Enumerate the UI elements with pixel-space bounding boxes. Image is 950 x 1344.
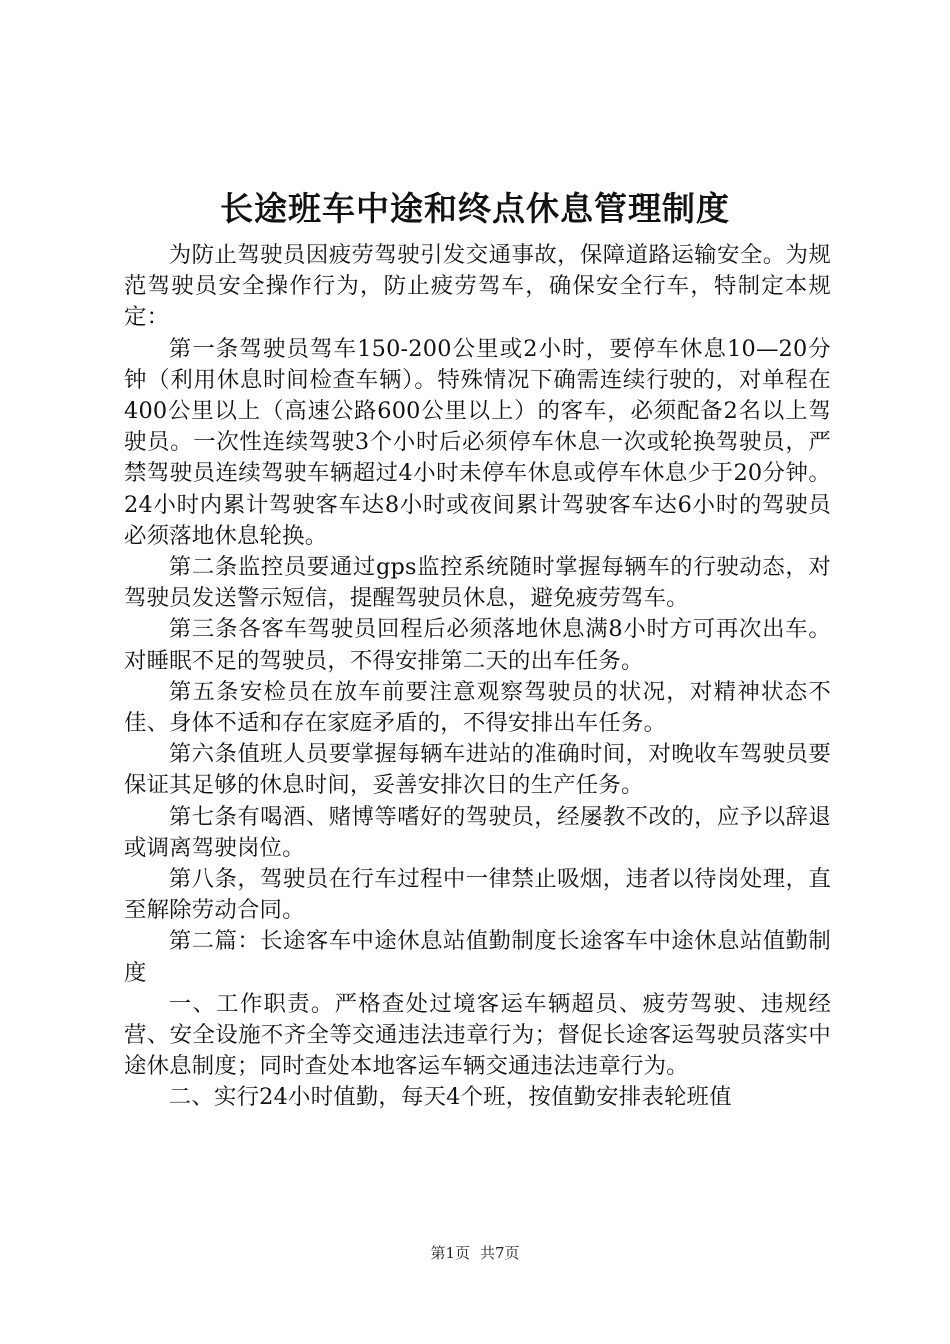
paragraph-article-6: 第六条值班人员要掌握每辆车进站的准确时间，对晚收车驾驶员要保证其足够的休息时间，妥善安排次日的生产任务。 [124, 741, 831, 799]
paragraph-part-2-heading: 第二篇：长途客车中途休息站值勤制度长途客车中途休息站值勤制度 [124, 928, 831, 986]
paragraph-article-3: 第三条各客车驾驶员回程后必须落地休息满8小时方可再次出车。对睡眠不足的驾驶员，不得安排第二天的出车任务。 [124, 616, 831, 674]
paragraph-article-7: 第七条有喝酒、赌博等嗜好的驾驶员，经屡教不改的，应予以辞退或调离驾驶岗位。 [124, 803, 831, 861]
paragraph-duty-1: 一、工作职责。严格查处过境客运车辆超员、疲劳驾驶、违规经营、安全设施不齐全等交通违法违章行为；督促长途客运驾驶员落实中途休息制度；同时查处本地客运车辆交通违法违章行为。 [124, 990, 831, 1080]
paragraph-article-5: 第五条安检员在放车前要注意观察驾驶员的状况，对精神状态不佳、身体不适和存在家庭矛盾的，不得安排出车任务。 [124, 678, 831, 737]
paragraph-duty-2: 二、实行24小时值勤，每天4个班，按值勤安排表轮班值 [168, 1084, 732, 1111]
paragraph-article-8: 第八条，驾驶员在行车过程中一律禁止吸烟，违者以待岗处理，直至解除劳动合同。 [124, 866, 831, 924]
paragraph-article-2: 第二条监控员要通过gps监控系统随时掌握每辆车的行驶动态，对驾驶员发送警示短信，提醒驾驶员休息，避免疲劳驾车。 [124, 554, 831, 612]
document-body [124, 240, 831, 1114]
page-total: 共7页 [480, 1244, 520, 1262]
document-title: 长途班车中途和终点休息管理制度 [220, 189, 730, 228]
page-number: 第1页 [430, 1244, 470, 1262]
paragraph-article-1: 第一条驾驶员驾车150-200公里或2小时，要停车休息10—20分钟（利用休息时间检查车辆）。特殊情况下确需连续行驶的，对单程在400公里以上（高速公路600公里以上）的客车，必须配备2名以上驾驶员。一次性连续驾驶3个小时后必须停车休息一次或轮换驾驶员，严禁驾驶员连续驾驶车辆超过4小时未停车休息或停车休息少于20分钟。24小时内累计驾驶客车达8小时或夜间累计驾驶客车达6小时的驾驶员必须落地休息轮换。 [124, 335, 831, 549]
page-footer [0, 1243, 950, 1263]
paragraph-intro: 为防止驾驶员因疲劳驾驶引发交通事故，保障道路运输安全。为规范驾驶员安全操作行为，防止疲劳驾车，确保安全行车，特制定本规定： [124, 242, 831, 331]
